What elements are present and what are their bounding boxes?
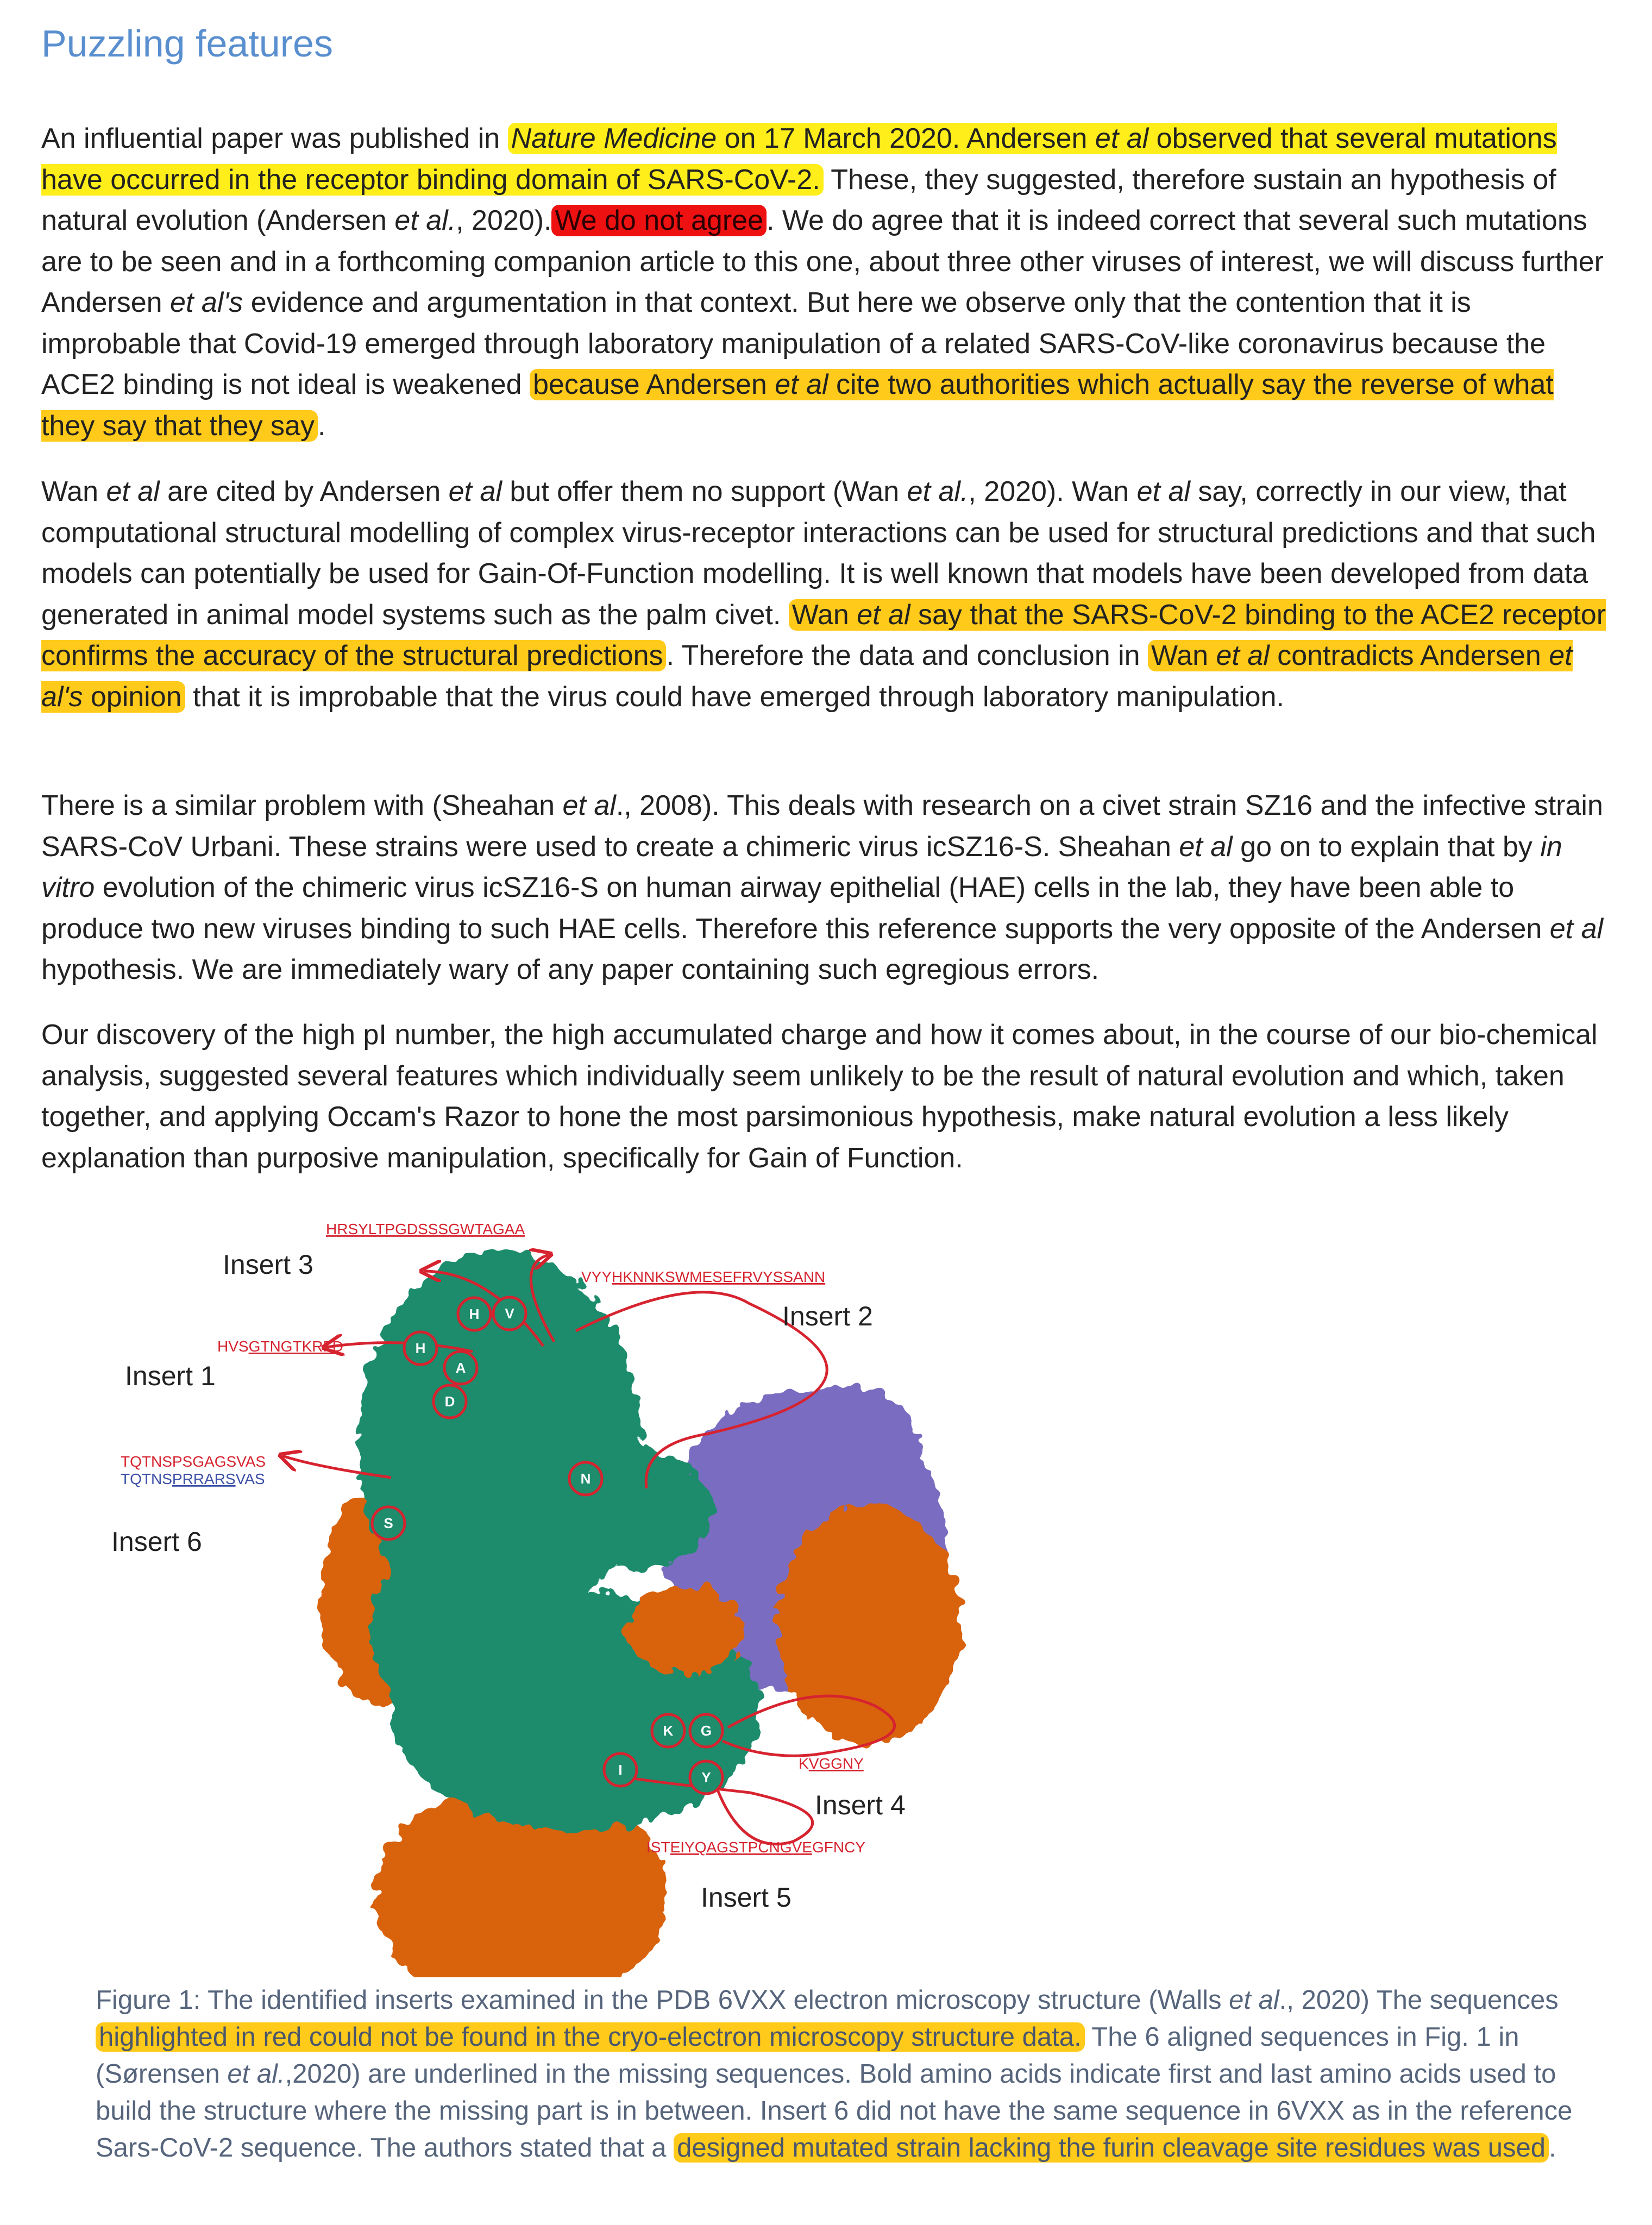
insert-6-sequence-red: TQTNSPSGAGSVAS — [121, 1453, 266, 1470]
insert-2-sequence: VYYHKNNKSWMESEFRVYSSANN — [581, 1268, 826, 1285]
section-heading: Puzzling features — [41, 22, 333, 65]
figure-protein-structure — [98, 1206, 1488, 1977]
highlight-orange: highlighted in red could not be found in the cryo-electron microscopy structure data. — [96, 2022, 1085, 2052]
insert-3-sequence: HRSYLTPGDSSSGWTAGAA — [326, 1221, 525, 1237]
figure-caption: Figure 1: The identified inserts examined in the PDB 6VXX electron microscopy structure (Walls et al., 2020) The sequences highlighted in red could not be found in the cryo-electron microscopy structure data. The 6 aligned sequences in Fig. 1 in (Sørensen et al.,2020) are underlined in the missing sequences. Bold amino acids indicate first and last amino acids used to build the structure where the missing part is in between. Insert 6 did not have the same sequence in 6VXX as in the reference Sars-CoV-2 sequence. The authors stated that a designed mutated strain lacking the furin cleavage site residues was used . — [96, 1985, 1573, 2163]
italic-journal: Nature Medicine — [511, 123, 717, 154]
orange-chain-right — [777, 1505, 962, 1744]
insert-5-sequence: ISTEIYQAGSTPCNGVEGFNCY — [646, 1839, 865, 1856]
paragraph-wan: Wan et al are cited by Andersen et al but offer them no support (Wan et al., 2020). Wan et al say, correctly in our view, that computational structural modelling of complex virus-receptor interactions can be used for structural predictions and that such models can potentially be used for Gain-Of-Function modelling. It is well known that models have been developed from data generated in animal model systems such as the palm civet. Wan et al say that the SARS-CoV-2 binding to the ACE2 receptor confirms the accuracy of the structural predictions . Therefore the data and conclusion in Wan et al contradicts Andersen et al's opinion that it is improbable that the virus could have emerged through laboratory manipulation. — [41, 476, 1606, 713]
insert-6-sequence-blue: TQTNSPRRARSVAS — [121, 1470, 265, 1487]
green-chain-left — [369, 1532, 587, 1727]
residue-label: Y — [701, 1769, 711, 1786]
insert-1-sequence: HVSGTNGTKRFD — [217, 1338, 343, 1355]
residue-label: S — [384, 1515, 393, 1531]
spike-protein-image — [98, 1206, 1488, 1977]
highlight-orange: Wan et al say that the SARS-CoV-2 binding to the ACE2 receptor confirms the accuracy of the structural predictions — [41, 599, 1606, 671]
highlight-orange: designed mutated strain lacking the furin cleavage site residues was used — [674, 2133, 1549, 2163]
highlight-orange: Wan et al contradicts Andersen et al's opinion — [41, 640, 1573, 713]
residue-label: N — [580, 1470, 591, 1487]
residue-label: H — [469, 1306, 480, 1322]
residue-label: H — [415, 1340, 426, 1356]
insert-4-label: Insert 4 — [815, 1790, 906, 1820]
highlight-yellow: Nature Medicine on 17 March 2020. Andersen et al observed that several mutations have occurred in the receptor binding domain of SARS-CoV-2. — [41, 123, 1557, 196]
insert-1-label: Insert 1 — [125, 1361, 216, 1391]
insert-5-label: Insert 5 — [701, 1882, 792, 1913]
residue-label: A — [455, 1360, 466, 1376]
orange-patch — [625, 1586, 744, 1673]
insert-4-sequence: KVGGNY — [799, 1755, 864, 1772]
insert-6-label: Insert 6 — [111, 1526, 202, 1557]
residue-label: V — [505, 1305, 514, 1322]
highlight-orange: because Andersen et al cite two authorities which actually say the reverse of what they say that they say — [41, 369, 1554, 442]
insert-3-label: Insert 3 — [223, 1249, 313, 1280]
paragraph-andersen: An influential paper was published in Nature Medicine on 17 March 2020. Andersen et al observed that several mutations have occurred in the receptor binding domain of SARS-CoV-2. These, they suggested, therefore sustain an hypothesis of natural evolution (Andersen et al., 2020). We do not agree . We do agree that it is indeed correct that several such mutations are to be seen and in a forthcoming companion article to this one, about three other viruses of interest, we will discuss further Andersen et al's evidence and argumentation in that context. But here we observe only that the contention that it is improbable that Covid-19 emerged through laboratory manipulation of a related SARS-CoV-like coronavirus because the ACE2 binding is not ideal is weakened because Andersen et al cite two authorities which actually say the reverse of what they say that they say . — [41, 123, 1604, 442]
text-run: An influential paper was published in — [41, 123, 500, 154]
paragraph-sheahan: There is a similar problem with (Sheahan et al., 2008). This deals with research on a civet strain SZ16 and the infective strain SARS-CoV Urbani. These strains were used to create a chimeric virus icSZ16-S. Sheahan et al go on to explain that by in vitro evolution of the chimeric virus icSZ16-S on human airway epithelial (HAE) cells in the lab, they have been able to produce two new viruses binding to such HAE cells. Therefore this reference supports the very opposite of the Andersen et al hypothesis. We are immediately wary of any paper containing such egregious errors. — [41, 790, 1604, 985]
residue-label: K — [663, 1723, 674, 1739]
residue-label: G — [700, 1723, 712, 1739]
residue-label: D — [444, 1393, 455, 1410]
residue-label: I — [618, 1762, 623, 1778]
highlight-red: We do not agree — [551, 205, 767, 236]
paragraph-discovery: Our discovery of the high pI number, the high accumulated charge and how it comes about, in the course of our bio-chemical analysis, suggested several features which individually seem unlikely to be the result of natural evolution and which, taken together, and applying Occam's Razor to hone the most parsimonious hypothesis, make natural evolution a less likely explanation than purposive manipulation, specifically for Gain of Function. — [41, 1019, 1598, 1174]
insert-2-label: Insert 2 — [782, 1301, 873, 1331]
